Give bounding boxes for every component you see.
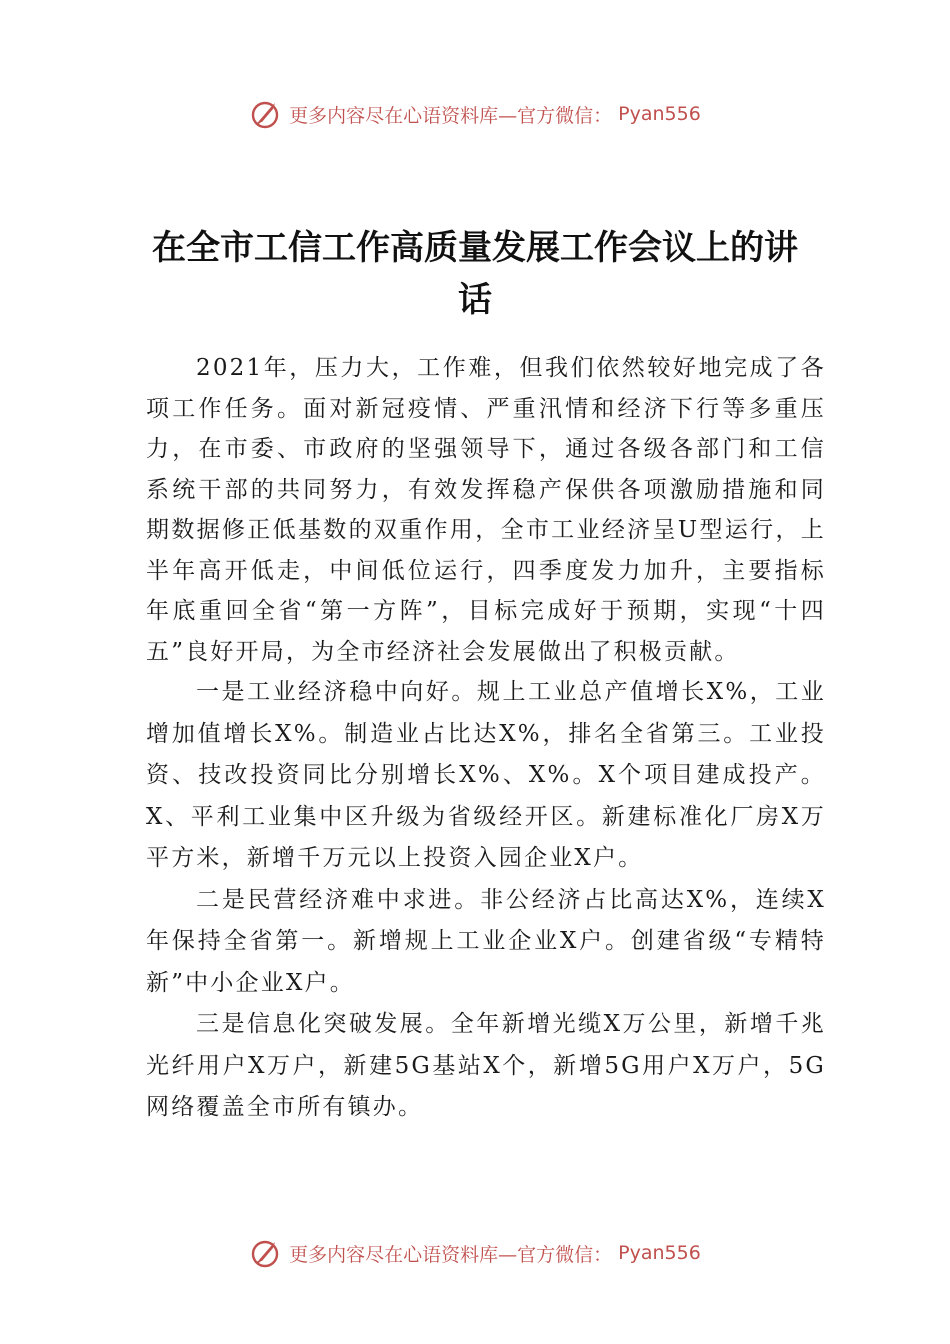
document-body <box>146 348 826 1129</box>
footer-banner-wechat: Pyan556 <box>618 1242 701 1264</box>
paragraph-intro: 2021年，压力大，工作难，但我们依然较好地完成了各项工作任务。面对新冠疫情、严重汛情和经济下行等多重压力，在市委、市政府的坚强领导下，通过各级各部门和工信系统干部的共同努力，有效发挥稳产保供各项激励措施和同期数据修正低基数的双重作用，全市工业经济呈U型运行，上半年高开低走，中间低位运行，四季度发力加升，主要指标年底重回全省“第一方阵”，目标完成好于预期，实现“十四五”良好开局，为全市经济社会发展做出了积极贡献。 <box>146 355 826 665</box>
header-banner-text: 更多内容尽在心语资料库—官方微信： <box>289 104 613 127</box>
footer-banner-text: 更多内容尽在心语资料库—官方微信： <box>289 1243 613 1266</box>
quill-seal-icon <box>249 97 283 131</box>
header-banner-wechat: Pyan556 <box>618 103 701 125</box>
footer-banner <box>0 1233 950 1273</box>
paragraph-informatization: 三是信息化突破发展。全年新增光缆X万公里，新增千兆光纤用户X万户，新建5G基站X个，新增5G用户X万户，5G网络覆盖全市所有镇办。 <box>146 1011 826 1120</box>
paragraph-private-economy: 二是民营经济难中求进。非公经济占比高达X%，连续X年保持全省第一。新增规上工业企业X户。创建省级“专精特新”中小企业X户。 <box>146 886 826 996</box>
paragraph-industrial-economy: 一是工业经济稳中向好。规上工业总产值增长X%，工业增加值增长X%。制造业占比达X%，排名全省第三。工业投资、技改投资同比分别增长X%、X%。X个项目建成投产。X、平利工业集中区升级为省级经开区。新建标准化厂房X万平方米，新增千万元以上投资入园企业X户。 <box>146 679 826 871</box>
document-title: 在全市工信工作高质量发展工作会议上的讲话 <box>152 228 798 320</box>
header-banner <box>0 94 950 134</box>
quill-seal-icon <box>249 1236 283 1270</box>
